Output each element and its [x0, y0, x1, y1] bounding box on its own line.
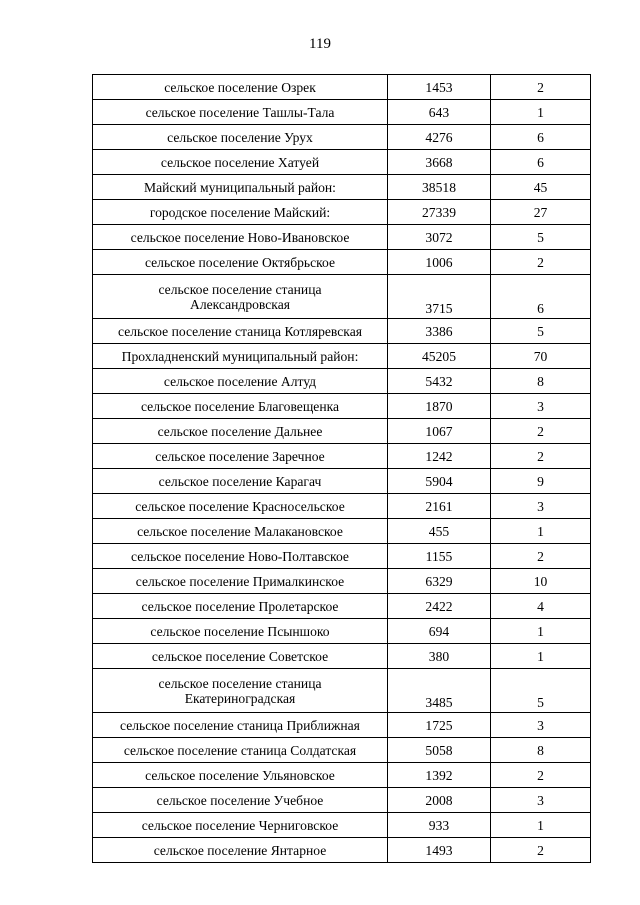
settlement-name-cell: сельское поселение станица Приближная [93, 713, 388, 738]
population-cell: 3485 [388, 669, 491, 713]
settlement-name-cell: сельское поселение Ново-Ивановское [93, 225, 388, 250]
count-cell: 3 [491, 394, 591, 419]
settlement-name-cell: сельское поселение Прималкинское [93, 569, 388, 594]
table-row [93, 369, 591, 394]
population-cell: 643 [388, 100, 491, 125]
table-row [93, 713, 591, 738]
table-row [93, 319, 591, 344]
settlement-name-cell: сельское поселение Дальнее [93, 419, 388, 444]
population-cell: 380 [388, 644, 491, 669]
table-row [93, 569, 591, 594]
population-cell: 3072 [388, 225, 491, 250]
settlement-name-cell: сельское поселение Черниговское [93, 813, 388, 838]
count-cell: 3 [491, 494, 591, 519]
population-cell: 1453 [388, 75, 491, 100]
population-cell: 4276 [388, 125, 491, 150]
count-cell: 45 [491, 175, 591, 200]
settlement-name-cell: сельское поселение Пролетарское [93, 594, 388, 619]
settlement-name-line: сельское поселение станица [158, 675, 322, 691]
count-cell: 8 [491, 738, 591, 763]
settlement-name-cell: сельское поселение Советское [93, 644, 388, 669]
table-row [93, 738, 591, 763]
count-cell: 2 [491, 250, 591, 275]
settlement-name-cell [93, 275, 388, 319]
count-cell: 5 [491, 319, 591, 344]
settlement-name-cell: Майский муниципальный район: [93, 175, 388, 200]
table-row [93, 275, 591, 319]
table-row [93, 619, 591, 644]
count-cell: 2 [491, 838, 591, 863]
count-cell: 3 [491, 788, 591, 813]
count-cell: 8 [491, 369, 591, 394]
table-row [93, 175, 591, 200]
table-row [93, 644, 591, 669]
count-cell: 70 [491, 344, 591, 369]
table-row [93, 469, 591, 494]
count-cell: 1 [491, 100, 591, 125]
count-cell: 4 [491, 594, 591, 619]
table-row [93, 225, 591, 250]
table-body [93, 75, 591, 863]
table-row [93, 669, 591, 713]
settlement-name-cell: Прохладненский муниципальный район: [93, 344, 388, 369]
population-cell: 27339 [388, 200, 491, 225]
population-cell: 1067 [388, 419, 491, 444]
population-cell: 3715 [388, 275, 491, 319]
settlement-name-line: сельское поселение станица [158, 281, 322, 297]
table-row [93, 444, 591, 469]
table-row [93, 544, 591, 569]
population-cell: 933 [388, 813, 491, 838]
population-cell: 3386 [388, 319, 491, 344]
settlement-name-cell: сельское поселение Хатуей [93, 150, 388, 175]
settlement-name-cell: сельское поселение Алтуд [93, 369, 388, 394]
settlement-name-cell: сельское поселение Малакановское [93, 519, 388, 544]
settlement-name-cell: сельское поселение Заречное [93, 444, 388, 469]
count-cell: 10 [491, 569, 591, 594]
count-cell: 1 [491, 813, 591, 838]
population-cell: 5432 [388, 369, 491, 394]
page-number: 119 [309, 36, 331, 52]
count-cell: 2 [491, 419, 591, 444]
table-row [93, 75, 591, 100]
settlement-name-line: Екатериноградская [184, 690, 296, 706]
population-cell: 1392 [388, 763, 491, 788]
table-row [93, 838, 591, 863]
count-cell: 2 [491, 544, 591, 569]
table-row [93, 788, 591, 813]
settlement-name-cell: сельское поселение Ташлы-Тала [93, 100, 388, 125]
population-cell: 2161 [388, 494, 491, 519]
table-row [93, 419, 591, 444]
settlement-name-cell: сельское поселение станица Солдатская [93, 738, 388, 763]
settlement-name-cell [93, 669, 388, 713]
population-cell: 3668 [388, 150, 491, 175]
count-cell: 2 [491, 444, 591, 469]
population-cell: 1493 [388, 838, 491, 863]
settlement-name-cell: сельское поселение Озрек [93, 75, 388, 100]
table-row [93, 200, 591, 225]
settlement-name-cell: сельское поселение Благовещенка [93, 394, 388, 419]
count-cell: 5 [491, 225, 591, 250]
settlement-name-cell: сельское поселение Октябрьское [93, 250, 388, 275]
count-cell: 6 [491, 150, 591, 175]
count-cell: 27 [491, 200, 591, 225]
table-row [93, 250, 591, 275]
settlement-name-cell: сельское поселение Ново-Полтавское [93, 544, 388, 569]
population-cell: 1242 [388, 444, 491, 469]
count-cell: 2 [491, 763, 591, 788]
settlement-name-cell: сельское поселение Ульяновское [93, 763, 388, 788]
population-cell: 5904 [388, 469, 491, 494]
settlement-name-cell: сельское поселение Янтарное [93, 838, 388, 863]
table-row [93, 150, 591, 175]
table-row [93, 100, 591, 125]
count-cell: 9 [491, 469, 591, 494]
population-cell: 1725 [388, 713, 491, 738]
table-row [93, 344, 591, 369]
population-cell: 1006 [388, 250, 491, 275]
population-cell: 2008 [388, 788, 491, 813]
settlement-name-cell: сельское поселение Псыншоко [93, 619, 388, 644]
count-cell: 6 [491, 125, 591, 150]
count-cell: 5 [491, 669, 591, 713]
population-cell: 1870 [388, 394, 491, 419]
population-cell: 45205 [388, 344, 491, 369]
count-cell: 1 [491, 644, 591, 669]
count-cell: 1 [491, 519, 591, 544]
population-cell: 2422 [388, 594, 491, 619]
settlements-table [92, 74, 591, 863]
population-cell: 5058 [388, 738, 491, 763]
population-cell: 6329 [388, 569, 491, 594]
settlement-name-cell: сельское поселение станица Котляревская [93, 319, 388, 344]
table-row [93, 763, 591, 788]
table-row [93, 394, 591, 419]
population-cell: 694 [388, 619, 491, 644]
settlement-name-cell: сельское поселение Урух [93, 125, 388, 150]
population-cell: 455 [388, 519, 491, 544]
table-row [93, 813, 591, 838]
settlement-name-cell: сельское поселение Учебное [93, 788, 388, 813]
table-row [93, 519, 591, 544]
settlement-name-line: Александровская [190, 296, 290, 312]
settlement-name-cell: сельское поселение Карагач [93, 469, 388, 494]
table-row [93, 594, 591, 619]
table-row [93, 125, 591, 150]
population-cell: 38518 [388, 175, 491, 200]
count-cell: 6 [491, 275, 591, 319]
settlement-name-cell: сельское поселение Красносельское [93, 494, 388, 519]
population-cell: 1155 [388, 544, 491, 569]
count-cell: 3 [491, 713, 591, 738]
table-row [93, 494, 591, 519]
settlement-name-cell: городское поселение Майский: [93, 200, 388, 225]
count-cell: 1 [491, 619, 591, 644]
count-cell: 2 [491, 75, 591, 100]
